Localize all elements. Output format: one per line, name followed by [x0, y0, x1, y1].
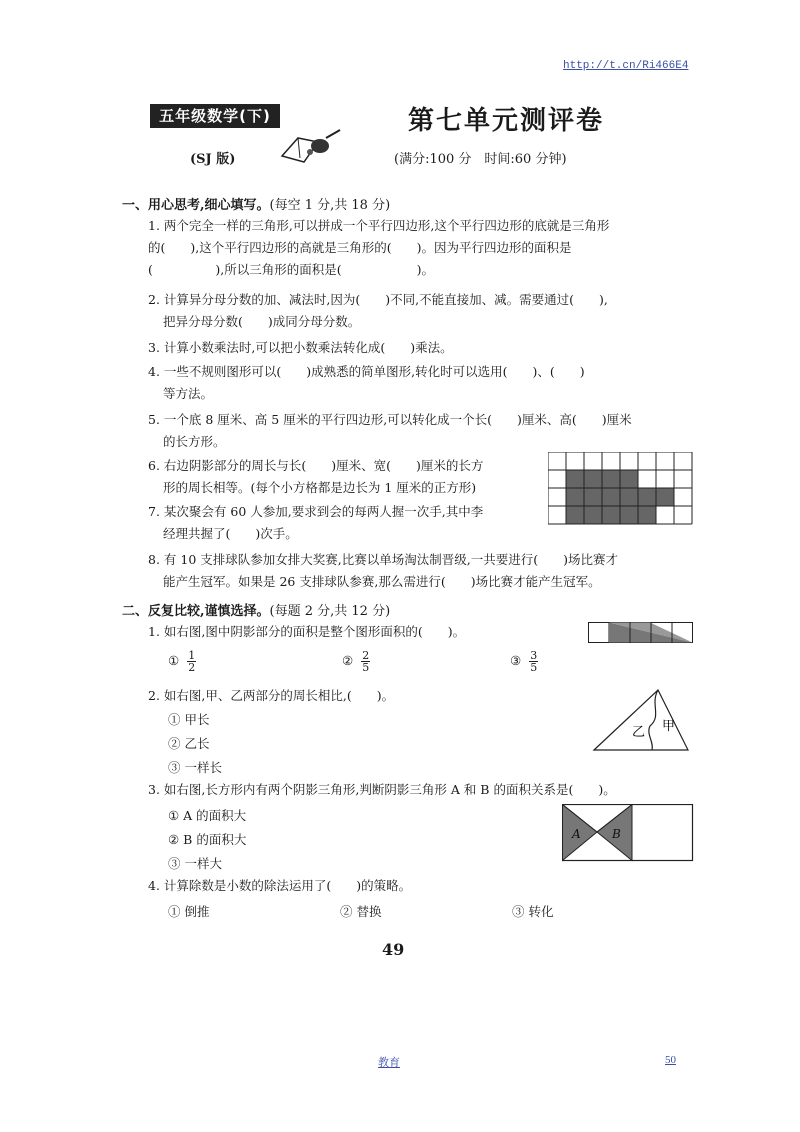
- question-2-2: 2. 如右图,甲、乙两部分的周长相比,( )。: [148, 688, 395, 703]
- question-1-4: [148, 364, 585, 402]
- question-line: 6. 右边阴影部分的周长与长( )厘米、宽( )厘米的长方: [148, 458, 484, 473]
- grade-badge: 五年级数学(下): [150, 104, 280, 128]
- option-mark: ①: [168, 653, 180, 668]
- question-1-3: 3. 计算小数乘法时,可以把小数乘法转化成( )乘法。: [148, 340, 453, 355]
- section-1-heading: [122, 194, 390, 213]
- question-1-6: [148, 458, 483, 496]
- question-line: 4. 一些不规则图形可以( )成熟悉的简单图形,转化时可以选用( )、( ): [148, 364, 585, 379]
- option-2-4-a[interactable]: ① 倒推: [168, 904, 210, 919]
- option-2-2-c[interactable]: ③ 一样长: [168, 760, 222, 775]
- source-link[interactable]: http://t.cn/Ri466E4: [563, 60, 689, 72]
- fraction: [529, 650, 538, 673]
- question-2-4: 4. 计算除数是小数的除法运用了( )的策略。: [148, 878, 412, 893]
- shaded-bar-figure: [588, 622, 694, 646]
- page-title: 第七单元测评卷: [408, 106, 605, 136]
- section-1-title: 一、用心思考,细心填写。: [122, 198, 270, 213]
- fraction: [187, 650, 196, 673]
- fraction: [361, 650, 370, 673]
- label-a: A: [572, 827, 581, 841]
- numerator: 3: [530, 649, 538, 662]
- question-line: ( ),所以三角形的面积是( )。: [148, 262, 434, 277]
- label-yi: 乙: [632, 725, 646, 740]
- question-line: 8. 有 10 支排球队参加女排大奖赛,比赛以单场淘汰制晋级,一共要进行( )场比赛才: [148, 552, 618, 567]
- numerator: 1: [188, 649, 196, 662]
- question-1-1: [148, 218, 609, 278]
- denominator: 2: [188, 661, 196, 674]
- option-2-1-c[interactable]: [510, 650, 538, 673]
- option-2-2-a[interactable]: ① 甲长: [168, 712, 210, 727]
- question-line: 的长方形。: [163, 434, 226, 449]
- option-2-2-b[interactable]: ② 乙长: [168, 736, 210, 751]
- book-reading-illustration: [276, 124, 348, 168]
- option-2-1-b[interactable]: [342, 650, 370, 673]
- option-mark: ③: [510, 653, 522, 668]
- option-2-3-b[interactable]: ② B 的面积大: [168, 832, 247, 847]
- numerator: 2: [362, 649, 370, 662]
- footer-page-link[interactable]: 50: [665, 1054, 676, 1066]
- section-2-note: (每题 2 分,共 12 分): [269, 604, 391, 619]
- triangle-figure: [592, 686, 692, 754]
- question-2-1: 1. 如右图,图中阴影部分的面积是整个图形面积的( )。: [148, 624, 466, 639]
- option-mark: ②: [342, 653, 354, 668]
- grid-shaded-figure: [548, 452, 694, 534]
- question-line: 1. 两个完全一样的三角形,可以拼成一个平行四边形,这个平行四边形的底就是三角形: [148, 218, 610, 233]
- question-line: 2. 计算异分母分数的加、减法时,因为( )不同,不能直接加、减。需要通过( ),: [148, 292, 608, 307]
- question-line: 经理共握了( )次手。: [163, 526, 298, 541]
- question-1-7: [148, 504, 483, 542]
- question-2-3: 3. 如右图,长方形内有两个阴影三角形,判断阴影三角形 A 和 B 的面积关系是( )。: [148, 782, 616, 797]
- section-2-heading: [122, 600, 390, 619]
- denominator: 5: [362, 661, 370, 674]
- edition-label: (SJ 版): [190, 152, 236, 167]
- question-line: 把异分母分数( )成同分母分数。: [163, 314, 361, 329]
- question-1-2: [148, 292, 608, 330]
- question-line: 等方法。: [163, 386, 214, 401]
- rectangle-triangles-figure: [562, 804, 694, 864]
- denominator: 5: [530, 661, 538, 674]
- question-line: 7. 某次聚会有 60 人参加,要求到会的每两人握一次手,其中李: [148, 504, 484, 519]
- option-2-3-a[interactable]: ① A 的面积大: [168, 808, 247, 823]
- label-b: B: [612, 827, 621, 841]
- page-number: 49: [382, 940, 405, 959]
- exam-info: (满分:100 分 时间:60 分钟): [394, 152, 567, 167]
- label-jia: 甲: [662, 719, 676, 734]
- question-line: 的( ),这个平行四边形的高就是三角形的( )。因为平行四边形的面积是: [148, 240, 572, 255]
- section-2-title: 二、反复比较,谨慎选择。: [122, 604, 270, 619]
- option-2-3-c[interactable]: ③ 一样大: [168, 856, 222, 871]
- question-1-8: [148, 552, 618, 590]
- option-2-4-c[interactable]: ③ 转化: [512, 904, 554, 919]
- option-2-1-a[interactable]: [168, 650, 196, 673]
- question-line: 能产生冠军。如果是 26 支排球队参赛,那么需进行( )场比赛才能产生冠军。: [163, 574, 601, 589]
- section-1-note: (每空 1 分,共 18 分): [269, 198, 391, 213]
- question-line: 形的周长相等。(每个小方格都是边长为 1 厘米的正方形): [163, 480, 477, 495]
- question-line: 5. 一个底 8 厘米、高 5 厘米的平行四边形,可以转化成一个长( )厘米、高( )厘米: [148, 412, 632, 427]
- question-1-5: [148, 412, 632, 450]
- option-2-4-b[interactable]: ② 替换: [340, 904, 382, 919]
- footer-label-link[interactable]: 教育: [378, 1057, 400, 1069]
